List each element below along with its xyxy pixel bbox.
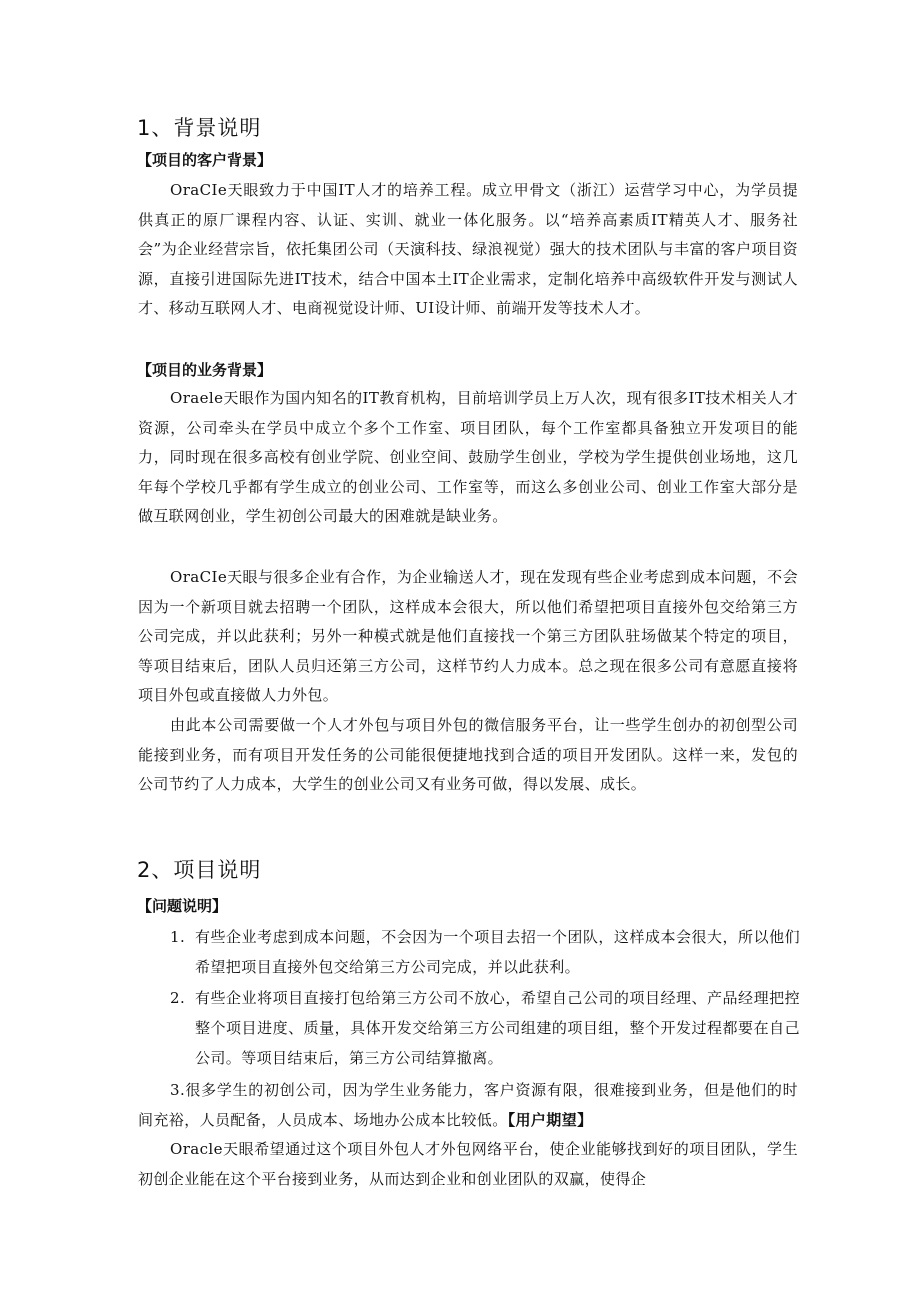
problem-item-1-text: 有些企业考虑到成本问题，不会因为一个项目去招一个团队，这样成本会很大，所以他们希望把项目直接外包交给第三方公司完成，并以此获利。 bbox=[195, 928, 800, 976]
section-2-title: 2、项目说明 bbox=[137, 858, 262, 882]
customer-background-paragraph: OraCIe天眼致力于中国IT人才的培养工程。成立甲骨文（浙江）运营学习中心，为学员提供真正的原厂课程内容、认证、实训、就业一体化服务。以“培养高素质IT精英人才、服务社会”为企业经营宗旨，依托集团公司（天演科技、绿浪视觉）强大的技术团队与丰富的客户项目资源，直接引进国际先进IT技术，结合中国本土IT企业需求，定制化培养中高级软件开发与测试人才、移动互联网人才、电商视觉设计师、UI设计师、前端开发等技术人才。 bbox=[138, 181, 798, 317]
user-expectation-paragraph: Oracle天眼希望通过这个项目外包人才外包网络平台，使企业能够找到好的项目团队，学生初创企业能在这个平台接到业务，从而达到企业和创业团队的双赢，使得企 bbox=[138, 1140, 798, 1188]
problem-description-heading: 【问题说明】 bbox=[137, 897, 228, 915]
business-background-heading: 【项目的业务背景】 bbox=[137, 361, 273, 379]
business-background-paragraph-3: 由此本公司需要做一个人才外包与项目外包的微信服务平台，让一些学生创办的初创型公司能接到业务，而有项目开发任务的公司能很便捷地找到合适的项目开发团队。这样一来，发包的公司节约了人力成本，大学生的创业公司又有业务可做，得以发展、成长。 bbox=[138, 716, 798, 793]
business-background-paragraph-1: Oraele天眼作为国内知名的IT教育机构，目前培训学员上万人次，现有很多IT技术相关人才资源，公司牵头在学员中成立个多个工作室、项目团队，每个工作室都具备独立开发项目的能力，同时现在很多高校有创业学院、创业空间、鼓励学生创业，学校为学生提供创业场地，这几年每个学校几乎都有学生成立的创业公司、工作室等，而这么多创业公司、创业工作室大部分是做互联网创业，学生初创公司最大的困难就是缺业务。 bbox=[138, 389, 798, 525]
user-expectation-heading: 【用户期望】 bbox=[507, 1110, 593, 1129]
problem-item-3-text: 3.很多学生的初创公司，因为学生业务能力，客户资源有限，很难接到业务，但是他们的时间充裕，人员配备，人员成本、场地办公成本比较低。 bbox=[138, 1081, 798, 1129]
business-background-paragraph-2: OraCIe天眼与很多企业有合作，为企业输送人才，现在发现有些企业考虑到成本问题，不会因为一个新项目就去招聘一个团队，这样成本会很大，所以他们希望把项目直接外包交给第三方公司完成，并以此获利；另外一种模式就是他们直接找一个第三方团队驻场做某个特定的项目，等项目结束后，团队人员归还第三方公司，这样节约人力成本。总之现在很多公司有意愿直接将项目外包或直接做人力外包。 bbox=[138, 568, 798, 704]
problem-item-1 bbox=[170, 922, 800, 982]
section-1-title: 1、背景说明 bbox=[137, 116, 262, 140]
problem-item-2-number: 2. bbox=[170, 989, 186, 1007]
customer-background-heading: 【项目的客户背景】 bbox=[137, 151, 273, 169]
problem-item-3-paragraph bbox=[138, 1076, 798, 1135]
problem-item-2-text: 有些企业将项目直接打包给第三方公司不放心，希望自己公司的项目经理、产品经理把控整个项目进度、质量，具体开发交给第三方公司组建的项目组，整个开发过程都要在自己公司。等项目结束后，第三方公司结算撤离。 bbox=[195, 989, 800, 1067]
problem-item-1-number: 1. bbox=[170, 928, 186, 946]
problem-item-2 bbox=[170, 983, 800, 1073]
